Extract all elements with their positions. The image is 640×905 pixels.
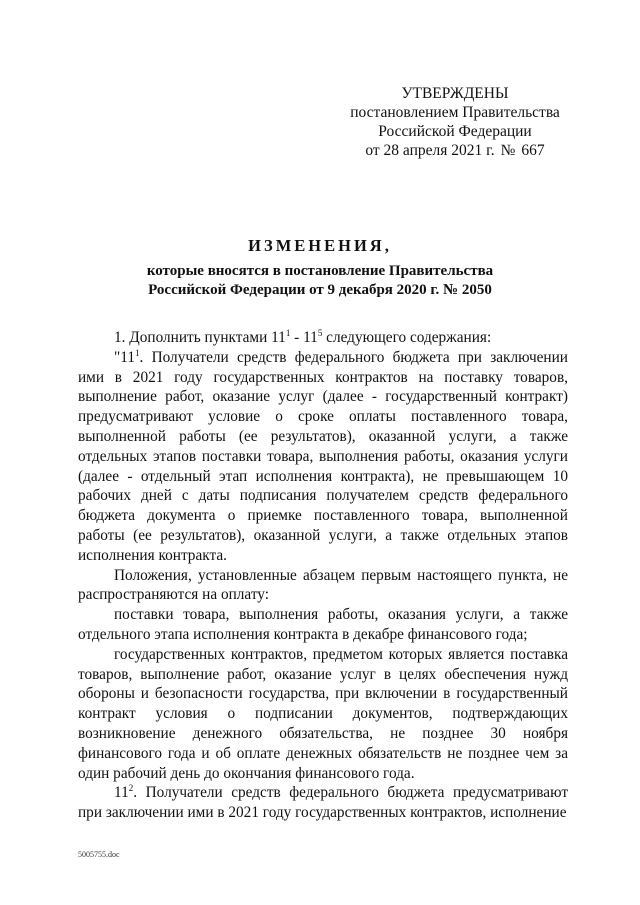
paragraph-1 [78, 328, 568, 348]
p1-text-b: - 11 [290, 329, 318, 346]
paragraph-5: государственных контрактов, предметом которых является поставка товаров, выполнение работ, оказание услуг в целях обеспечения нужд обороны и безопасности государства, при включении в государственный контракт условия о подписании документов, подтверждающих возникновение денежного обязательства, не позднее 30 ноября финансового года и об оплате денежных обязательств не позднее чем за один рабочий день до окончания финансового года. [78, 645, 568, 782]
p6-sup: 2 [128, 783, 134, 794]
file-reference: 5005755.doc [78, 850, 120, 859]
approval-number: 667 [521, 142, 545, 159]
subtitle-line-1: которые вносятся в постановление Правительства [146, 263, 494, 279]
subtitle-line-2: Российской Федерации от 9 декабря 2020 г. № 2050 [148, 282, 492, 298]
p1-sup-2: 5 [317, 328, 323, 338]
approval-title: УТВЕРЖДЕНЫ [401, 85, 509, 102]
document-body [78, 328, 568, 823]
p1-text-c: следующего содержания: [322, 329, 492, 346]
p2-text-b: . Получатели средств федерального бюджета при заключении ими в 2021 году государственных контрактов на поставку товаров, выполнение работ, оказание услуг (далее - государственный контракт) предусматривают условие о сроке оплаты поставленного товара, выполненной работы (ее результатов), оказанной услуги, а также отдельных этапов поставки товара, выполнения работы, оказания услуги (далее - отдельный этап исполнения контракта), не превышающем 10 рабочих дней с даты подписания получателем средств федерального бюджета документа о приемке поставленного товара, выполненной работы (ее результатов), оказанной услуги, а также отдельных этапов исполнения контракта. [78, 348, 568, 564]
p6-text-a: 11 [114, 784, 129, 802]
paragraph-4: поставки товара, выполнения работы, оказания услуги, а также отдельного этапа исполнения контракта в декабре финансового года; [78, 606, 568, 643]
p2-sup: 1 [134, 347, 140, 358]
paragraph-2 [78, 348, 568, 566]
p1-text-a: 1. Дополнить пунктами 11 [114, 329, 286, 346]
approval-date-line [330, 141, 580, 160]
document-subtitle [0, 262, 640, 300]
p6-text-b: . Получатели средств федерального бюджета предусматривают при заключении ими в 2021 году государственных контрактов, исполнение [78, 784, 568, 822]
approval-line-1: постановлением Правительства [350, 104, 560, 121]
p2-text-a: "11 [114, 348, 135, 366]
document-title: ИЗМЕНЕНИЯ, [248, 236, 392, 255]
p1-sup-1: 1 [285, 328, 291, 338]
approval-number-sign: № [500, 142, 516, 159]
paragraph-6 [78, 783, 568, 823]
paragraph-3: Положения, установленные абзацем первым настоящего пункта, не распространяются на оплату: [78, 566, 568, 604]
approval-line-2: Российской Федерации [378, 123, 532, 140]
approval-stamp [330, 84, 580, 160]
approval-date: от 28 апреля 2021 г. [365, 142, 495, 159]
